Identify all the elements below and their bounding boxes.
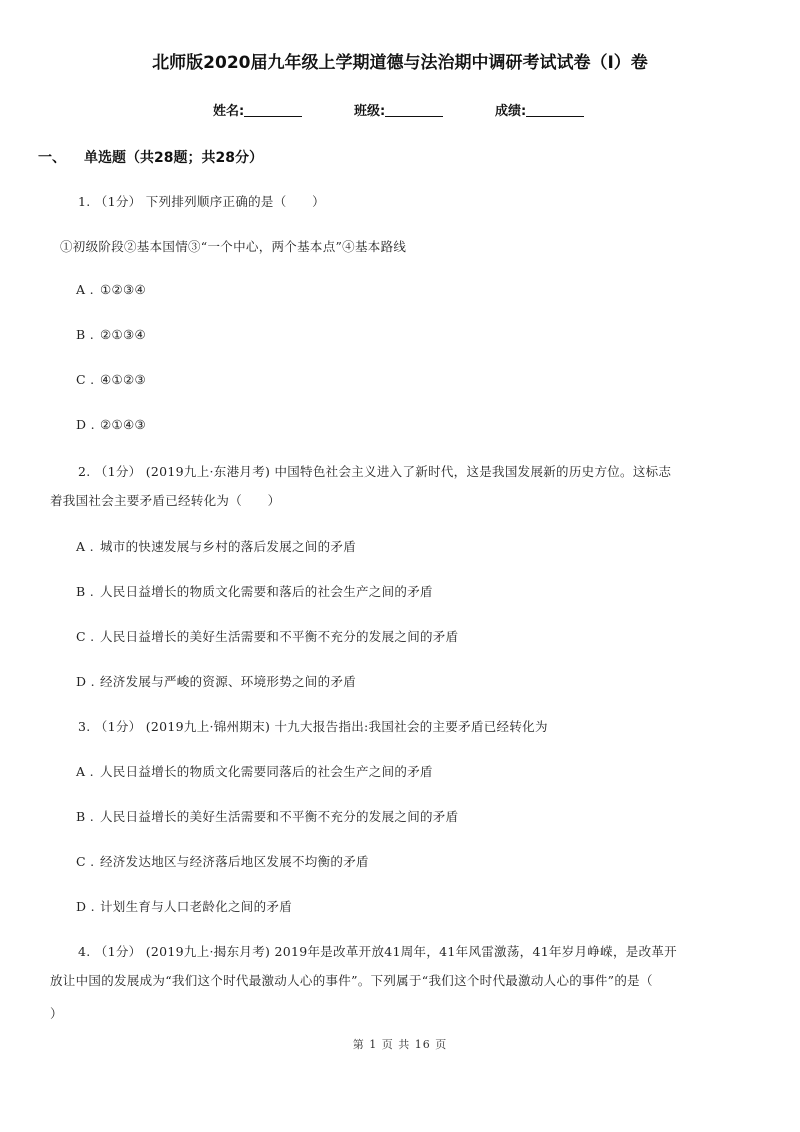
option-text: ②①③④ <box>100 327 147 342</box>
question-1-option-b[interactable] <box>76 327 146 342</box>
name-blank[interactable] <box>244 104 302 117</box>
option-label: B . <box>76 809 95 824</box>
option-label: C . <box>76 372 95 387</box>
option-label: D . <box>76 417 95 432</box>
name-label: 姓名: <box>213 104 245 119</box>
question-2-option-d[interactable] <box>76 672 356 690</box>
question-3-stem: 3. （1分） (2019九上·锦州期末) 十九大报告指出:我国社会的主要矛盾已经转化为 <box>78 719 548 734</box>
class-field[interactable] <box>354 100 443 119</box>
question-3-option-c[interactable] <box>76 852 369 870</box>
page-footer: 第 1 页 共 16 页 <box>352 1038 448 1051</box>
option-text: 城市的快速发展与乡村的落后发展之间的矛盾 <box>100 539 357 554</box>
class-blank[interactable] <box>385 104 443 117</box>
option-label: B . <box>76 584 95 599</box>
option-label: C . <box>76 854 95 869</box>
option-text: ④①②③ <box>100 372 147 387</box>
option-text: 人民日益增长的物质文化需要同落后的社会生产之间的矛盾 <box>100 764 433 779</box>
question-2-stem-line2: 着我国社会主要矛盾已经转化为（ ） <box>50 493 281 508</box>
question-3-option-b[interactable] <box>76 807 458 825</box>
document-title: 北师版2020届九年级上学期道德与法治期中调研考试试卷（I）卷 <box>152 53 648 73</box>
class-label: 班级: <box>354 104 386 119</box>
score-blank[interactable] <box>526 104 584 117</box>
option-text: 人民日益增长的物质文化需要和落后的社会生产之间的矛盾 <box>100 584 433 599</box>
question-4-stem-line2: 放让中国的发展成为“我们这个时代最激动人心的事件”。下列属于“我们这个时代最激动人心的事件”的是（ <box>50 973 653 988</box>
option-text: ②①④③ <box>100 417 147 432</box>
score-field[interactable] <box>495 100 584 119</box>
option-text: 人民日益增长的美好生活需要和不平衡不充分的发展之间的矛盾 <box>100 629 459 644</box>
option-label: B . <box>76 327 95 342</box>
score-label: 成绩: <box>495 104 527 119</box>
question-3-option-d[interactable] <box>76 897 292 915</box>
option-text: 经济发达地区与经济落后地区发展不均衡的矛盾 <box>100 854 369 869</box>
question-3-option-a[interactable] <box>76 762 433 780</box>
section-label: 单选题（共28题；共28分） <box>84 150 263 166</box>
question-2-option-b[interactable] <box>76 582 433 600</box>
question-1-option-d[interactable] <box>76 417 146 432</box>
option-label: D . <box>76 899 95 914</box>
option-label: C . <box>76 629 95 644</box>
name-field[interactable] <box>213 100 302 119</box>
question-2-option-c[interactable] <box>76 627 458 645</box>
option-text: 人民日益增长的美好生活需要和不平衡不充分的发展之间的矛盾 <box>100 809 459 824</box>
option-label: A . <box>76 764 94 779</box>
question-4-stem: 4. （1分） (2019九上·揭东月考) 2019年是改革开放41周年，41年风雷激荡，41年岁月峥嵘，是改革开 <box>78 944 677 959</box>
option-label: D . <box>76 674 95 689</box>
option-label: A . <box>76 282 94 297</box>
question-2-option-a[interactable] <box>76 537 356 555</box>
section-heading <box>38 147 263 167</box>
question-1-stem-extra: ①初级阶段②基本国情③“一个中心，两个基本点”④基本路线 <box>60 239 407 254</box>
option-text: 经济发展与严峻的资源、环境形势之间的矛盾 <box>100 674 357 689</box>
option-text: ①②③④ <box>100 282 147 297</box>
question-1-option-c[interactable] <box>76 372 146 387</box>
option-text: 计划生育与人口老龄化之间的矛盾 <box>100 899 293 914</box>
question-2-stem: 2. （1分） (2019九上·东港月考) 中国特色社会主义进入了新时代，这是我国发展新的历史方位。这标志 <box>78 464 672 479</box>
question-4-stem-line3: ） <box>50 1006 63 1021</box>
question-1-stem: 1. （1分） 下列排列顺序正确的是（ ） <box>78 194 325 209</box>
section-number: 一、 <box>38 150 66 166</box>
question-1-option-a[interactable] <box>76 282 146 297</box>
option-label: A . <box>76 539 94 554</box>
